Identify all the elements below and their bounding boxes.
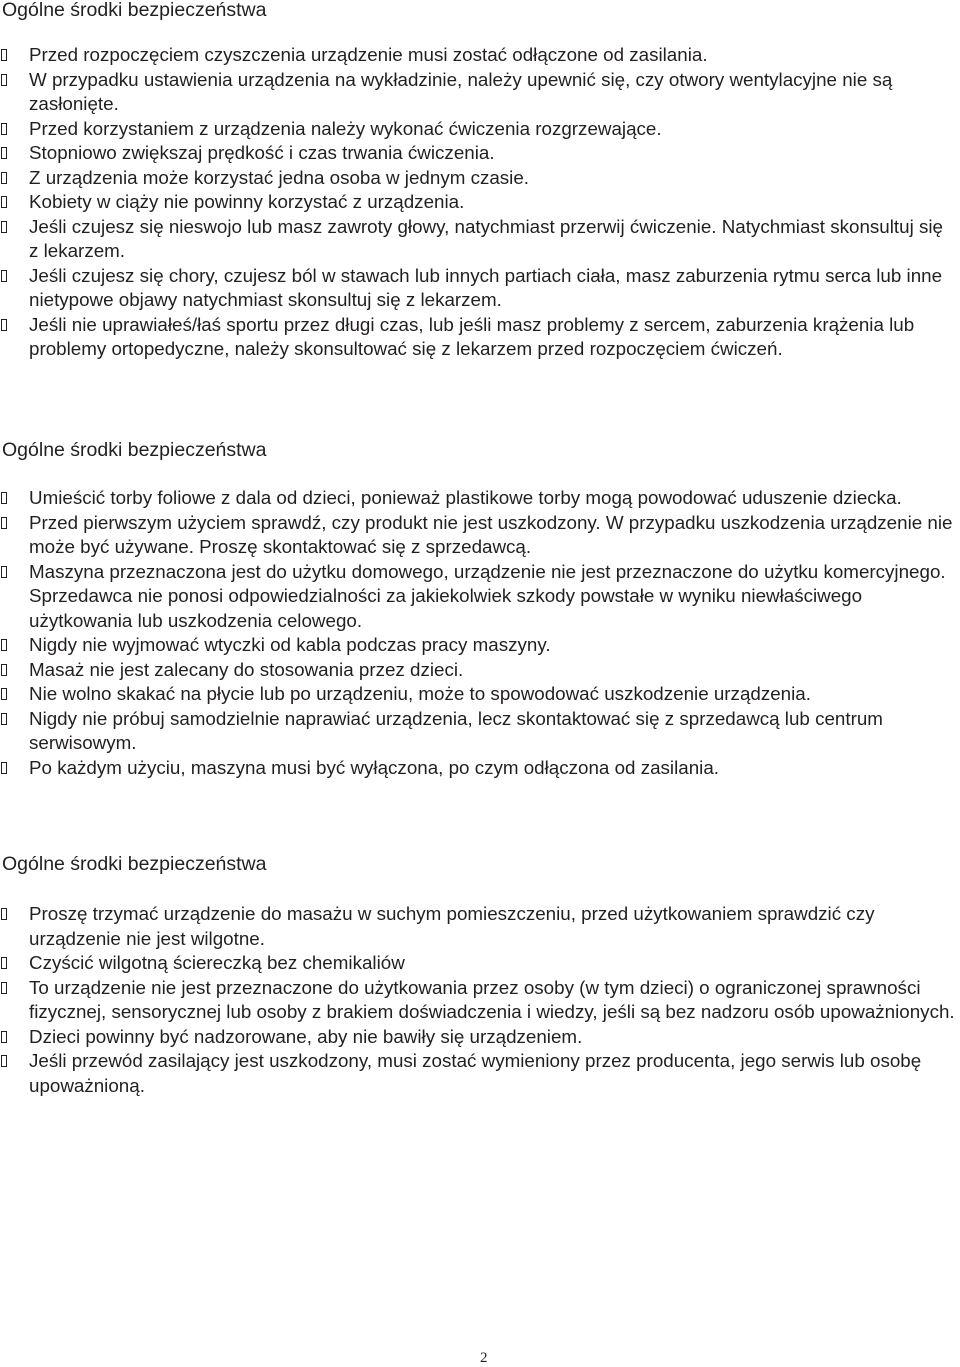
list-item-text: W przypadku ustawienia urządzenia na wykładzinie, należy upewnić się, czy otwory wentylacyjne nie są zasłonięte.: [29, 68, 893, 114]
section-title: Ogólne środki bezpieczeństwa: [2, 0, 267, 21]
list-item: [0, 976, 960, 1025]
list-item: [0, 190, 960, 215]
list-item: [0, 166, 960, 191]
bullet-box-icon: [1, 908, 7, 920]
section-title: Ogólne środki bezpieczeństwa: [2, 853, 267, 875]
safety-section-3: [0, 852, 960, 1098]
safety-list: [0, 43, 960, 362]
bullet-box-icon: [1, 566, 7, 578]
list-item-text: Kobiety w ciąży nie powinny korzystać z urządzenia.: [29, 191, 465, 212]
bullet-box-icon: [1, 49, 7, 61]
list-item: [0, 633, 960, 658]
list-item-text: Nigdy nie próbuj samodzielnie naprawiać urządzenia, lecz skontaktować się z sprzedawcą lub centrum serwisowym.: [29, 707, 883, 753]
list-item: [0, 756, 960, 781]
list-item-text: Dzieci powinny być nadzorowane, aby nie bawiły się urządzeniem.: [29, 1025, 583, 1047]
bullet-box-icon: [1, 172, 7, 184]
bullet-box-icon: [1, 957, 7, 969]
list-item-text: To urządzenie nie jest przeznaczone do użytkowania przez osoby (w tym dzieci) o ograniczonej sprawności fizycznej, sensorycznej lub osoby z brakiem doświadczenia i wiedzy, jeśli są bez nadzoru osób upoważnionych.: [29, 976, 955, 1022]
safety-list: [0, 486, 960, 780]
bullet-box-icon: [1, 982, 7, 994]
list-item: [0, 1049, 960, 1098]
list-item-text: Jeśli nie uprawiałeś/łaś sportu przez długi czas, lub jeśli masz problemy z sercem, zaburzenia krążenia lub problemy ortopedyczne, należy skonsultować się z lekarzem przed rozpoczęciem ćwiczeń.: [29, 313, 915, 359]
list-item: [0, 313, 960, 362]
list-item-text: Jeśli czujesz się nieswojo lub masz zawroty głowy, natychmiast przerwij ćwiczenie. Natychmiast skonsultuj się z lekarzem.: [29, 215, 943, 261]
bullet-box-icon: [1, 762, 7, 774]
section-title: Ogólne środki bezpieczeństwa: [2, 439, 267, 461]
list-item-text: Nie wolno skakać na płycie lub po urządzeniu, może to spowodować uszkodzenie urządzenia.: [29, 683, 811, 704]
list-item: [0, 486, 960, 511]
bullet-box-icon: [1, 147, 7, 159]
list-item: [0, 264, 960, 313]
bullet-box-icon: [1, 1031, 7, 1043]
list-item-text: Masaż nie jest zalecany do stosowania przez dzieci.: [29, 658, 464, 680]
list-item-text: Przed pierwszym użyciem sprawdź, czy produkt nie jest uszkodzony. W przypadku uszkodzenia urządzenie nie może być używane. Proszę skontaktować się z sprzedawcą.: [29, 511, 953, 557]
bullet-box-icon: [1, 74, 7, 86]
bullet-box-icon: [1, 492, 7, 504]
list-item: [0, 1025, 960, 1050]
page-number: 2: [480, 1350, 488, 1366]
list-item: [0, 902, 960, 951]
bullet-box-icon: [1, 319, 7, 331]
list-item: [0, 511, 960, 560]
bullet-box-icon: [1, 221, 7, 233]
list-item: [0, 560, 960, 634]
bullet-box-icon: [1, 123, 7, 135]
list-item: [0, 68, 960, 117]
list-item: [0, 951, 960, 976]
list-item: [0, 215, 960, 264]
safety-section-2: [0, 438, 960, 780]
list-item-text: Proszę trzymać urządzenie do masażu w suchym pomieszczeniu, przed użytkowaniem sprawdzić czy urządzenie nie jest wilgotne.: [29, 903, 875, 949]
list-item-text: Przed korzystaniem z urządzenia należy wykonać ćwiczenia rozgrzewające.: [29, 117, 662, 139]
list-item: [0, 141, 960, 166]
list-item-text: Czyścić wilgotną ściereczką bez chemikaliów: [29, 952, 405, 973]
bullet-box-icon: [1, 270, 7, 282]
safety-list: [0, 902, 960, 1098]
list-item-text: Stopniowo zwiększaj prędkość i czas trwania ćwiczenia.: [29, 142, 495, 163]
list-item: [0, 658, 960, 683]
list-item: [0, 682, 960, 707]
list-item-text: Przed rozpoczęciem czyszczenia urządzenie musi zostać odłączone od zasilania.: [29, 44, 708, 65]
list-item-text: Po każdym użyciu, maszyna musi być wyłączona, po czym odłączona od zasilania.: [29, 756, 719, 778]
list-item: [0, 707, 960, 756]
list-item-text: Umieścić torby foliowe z dala od dzieci, ponieważ plastikowe torby mogą powodować uduszenie dziecka.: [29, 487, 902, 508]
list-item: [0, 117, 960, 142]
bullet-box-icon: [1, 664, 7, 676]
list-item: [0, 43, 960, 68]
list-item-text: Jeśli przewód zasilający jest uszkodzony, musi zostać wymieniony przez producenta, jego serwis lub osobę upoważnioną.: [29, 1050, 922, 1096]
list-item-text: Jeśli czujesz się chory, czujesz ból w stawach lub innych partiach ciała, masz zaburzenia rytmu serca lub inne nietypowe objawy natychmiast skonsultuj się z lekarzem.: [29, 264, 943, 310]
bullet-box-icon: [1, 713, 7, 725]
bullet-box-icon: [1, 639, 7, 651]
bullet-box-icon: [1, 1055, 7, 1067]
bullet-box-icon: [1, 196, 7, 208]
list-item-text: Z urządzenia może korzystać jedna osoba w jednym czasie.: [29, 166, 530, 188]
list-item-text: Nigdy nie wyjmować wtyczki od kabla podczas pracy maszyny.: [29, 634, 551, 655]
list-item-text: Maszyna przeznaczona jest do użytku domowego, urządzenie nie jest przeznaczone do użytku komercyjnego. Sprzedawca nie ponosi odpowiedzialności za jakiekolwiek szkody powstałe w wyniku niewłaściwego użytkowania lub uszkodzenia celowego.: [29, 560, 946, 631]
bullet-box-icon: [1, 517, 7, 529]
bullet-box-icon: [1, 688, 7, 700]
safety-section-1: [0, 0, 960, 362]
